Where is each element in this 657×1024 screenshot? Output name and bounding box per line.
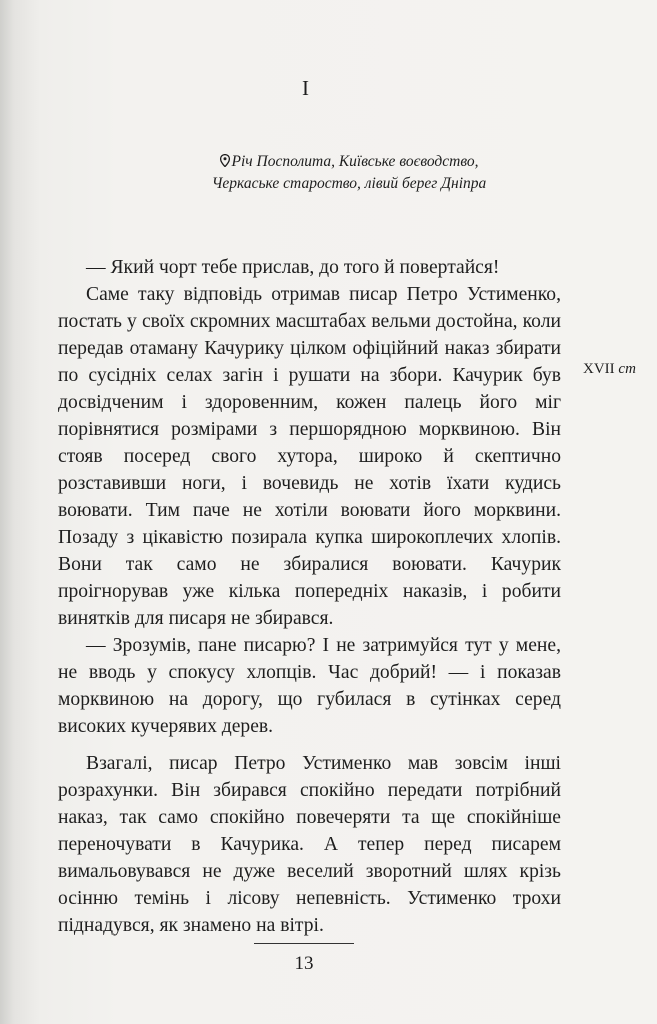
margin-note-century xyxy=(583,361,636,378)
century-numeral: XVII xyxy=(583,361,615,377)
map-pin-icon xyxy=(220,154,230,167)
footer-divider xyxy=(254,943,354,944)
paragraph: — Зрозумів, пане писарю? І не затримуйся тут у мене, не вводь у спокусу хлопців. Час добрий! — і показав морквиною на дорогу, що губилася в сутінках серед високих кучерявих дерев. xyxy=(58,635,561,737)
paragraph: Взагалі, писар Петро Устименко мав зовсім інші розрахунки. Він збирався спокійно передати потрібний наказ, так само спокійно повечеряти та ще спокійніше переночувати в Качурика. А тепер перед писарем вимальовувався не дуже веселий зворотний шлях крізь осінню темінь і лісову непевність. Устименко трохи піднадувся, як знамено на вітрі. xyxy=(58,753,561,936)
body-text xyxy=(58,254,561,939)
paragraph: Саме таку відповідь отримав писар Петро Устименко, постать у своїх скромних масштабах вельми достойна, коли передав отаману Качурику цілком офіційний наказ збирати по сусідніх селах загін і рушати на збори. Качурик був досвідченим і здоровенним, кожен палець його міг порівнятися розмірами з першорядною морквиною. Він стояв посеред свого хутора, широко й скептично розставивши ноги, і вочевидь не хотів їхати кудись воювати. Тим паче не хотіли воювати його морквини. Позаду з цікавістю позирала купка широкоплечих хлопів. Вони так само не збиралися воювати. Качурик проігнорував уже кілька попередніх наказів, і робити винятків для писаря не збирався. xyxy=(58,284,561,629)
chapter-number: I xyxy=(302,76,310,100)
location-line-2: Черкаське староство, лівий берег Дніпра xyxy=(211,175,487,192)
paragraph: — Який чорт тебе прислав, до того й повертайся! xyxy=(86,257,500,278)
location-line-1 xyxy=(0,151,657,173)
century-suffix: ст xyxy=(618,361,636,377)
location-text-1: Річ Посполита, Київське воєводство, xyxy=(231,153,479,170)
location-heading xyxy=(0,151,657,195)
page-number: 13 xyxy=(294,953,314,974)
